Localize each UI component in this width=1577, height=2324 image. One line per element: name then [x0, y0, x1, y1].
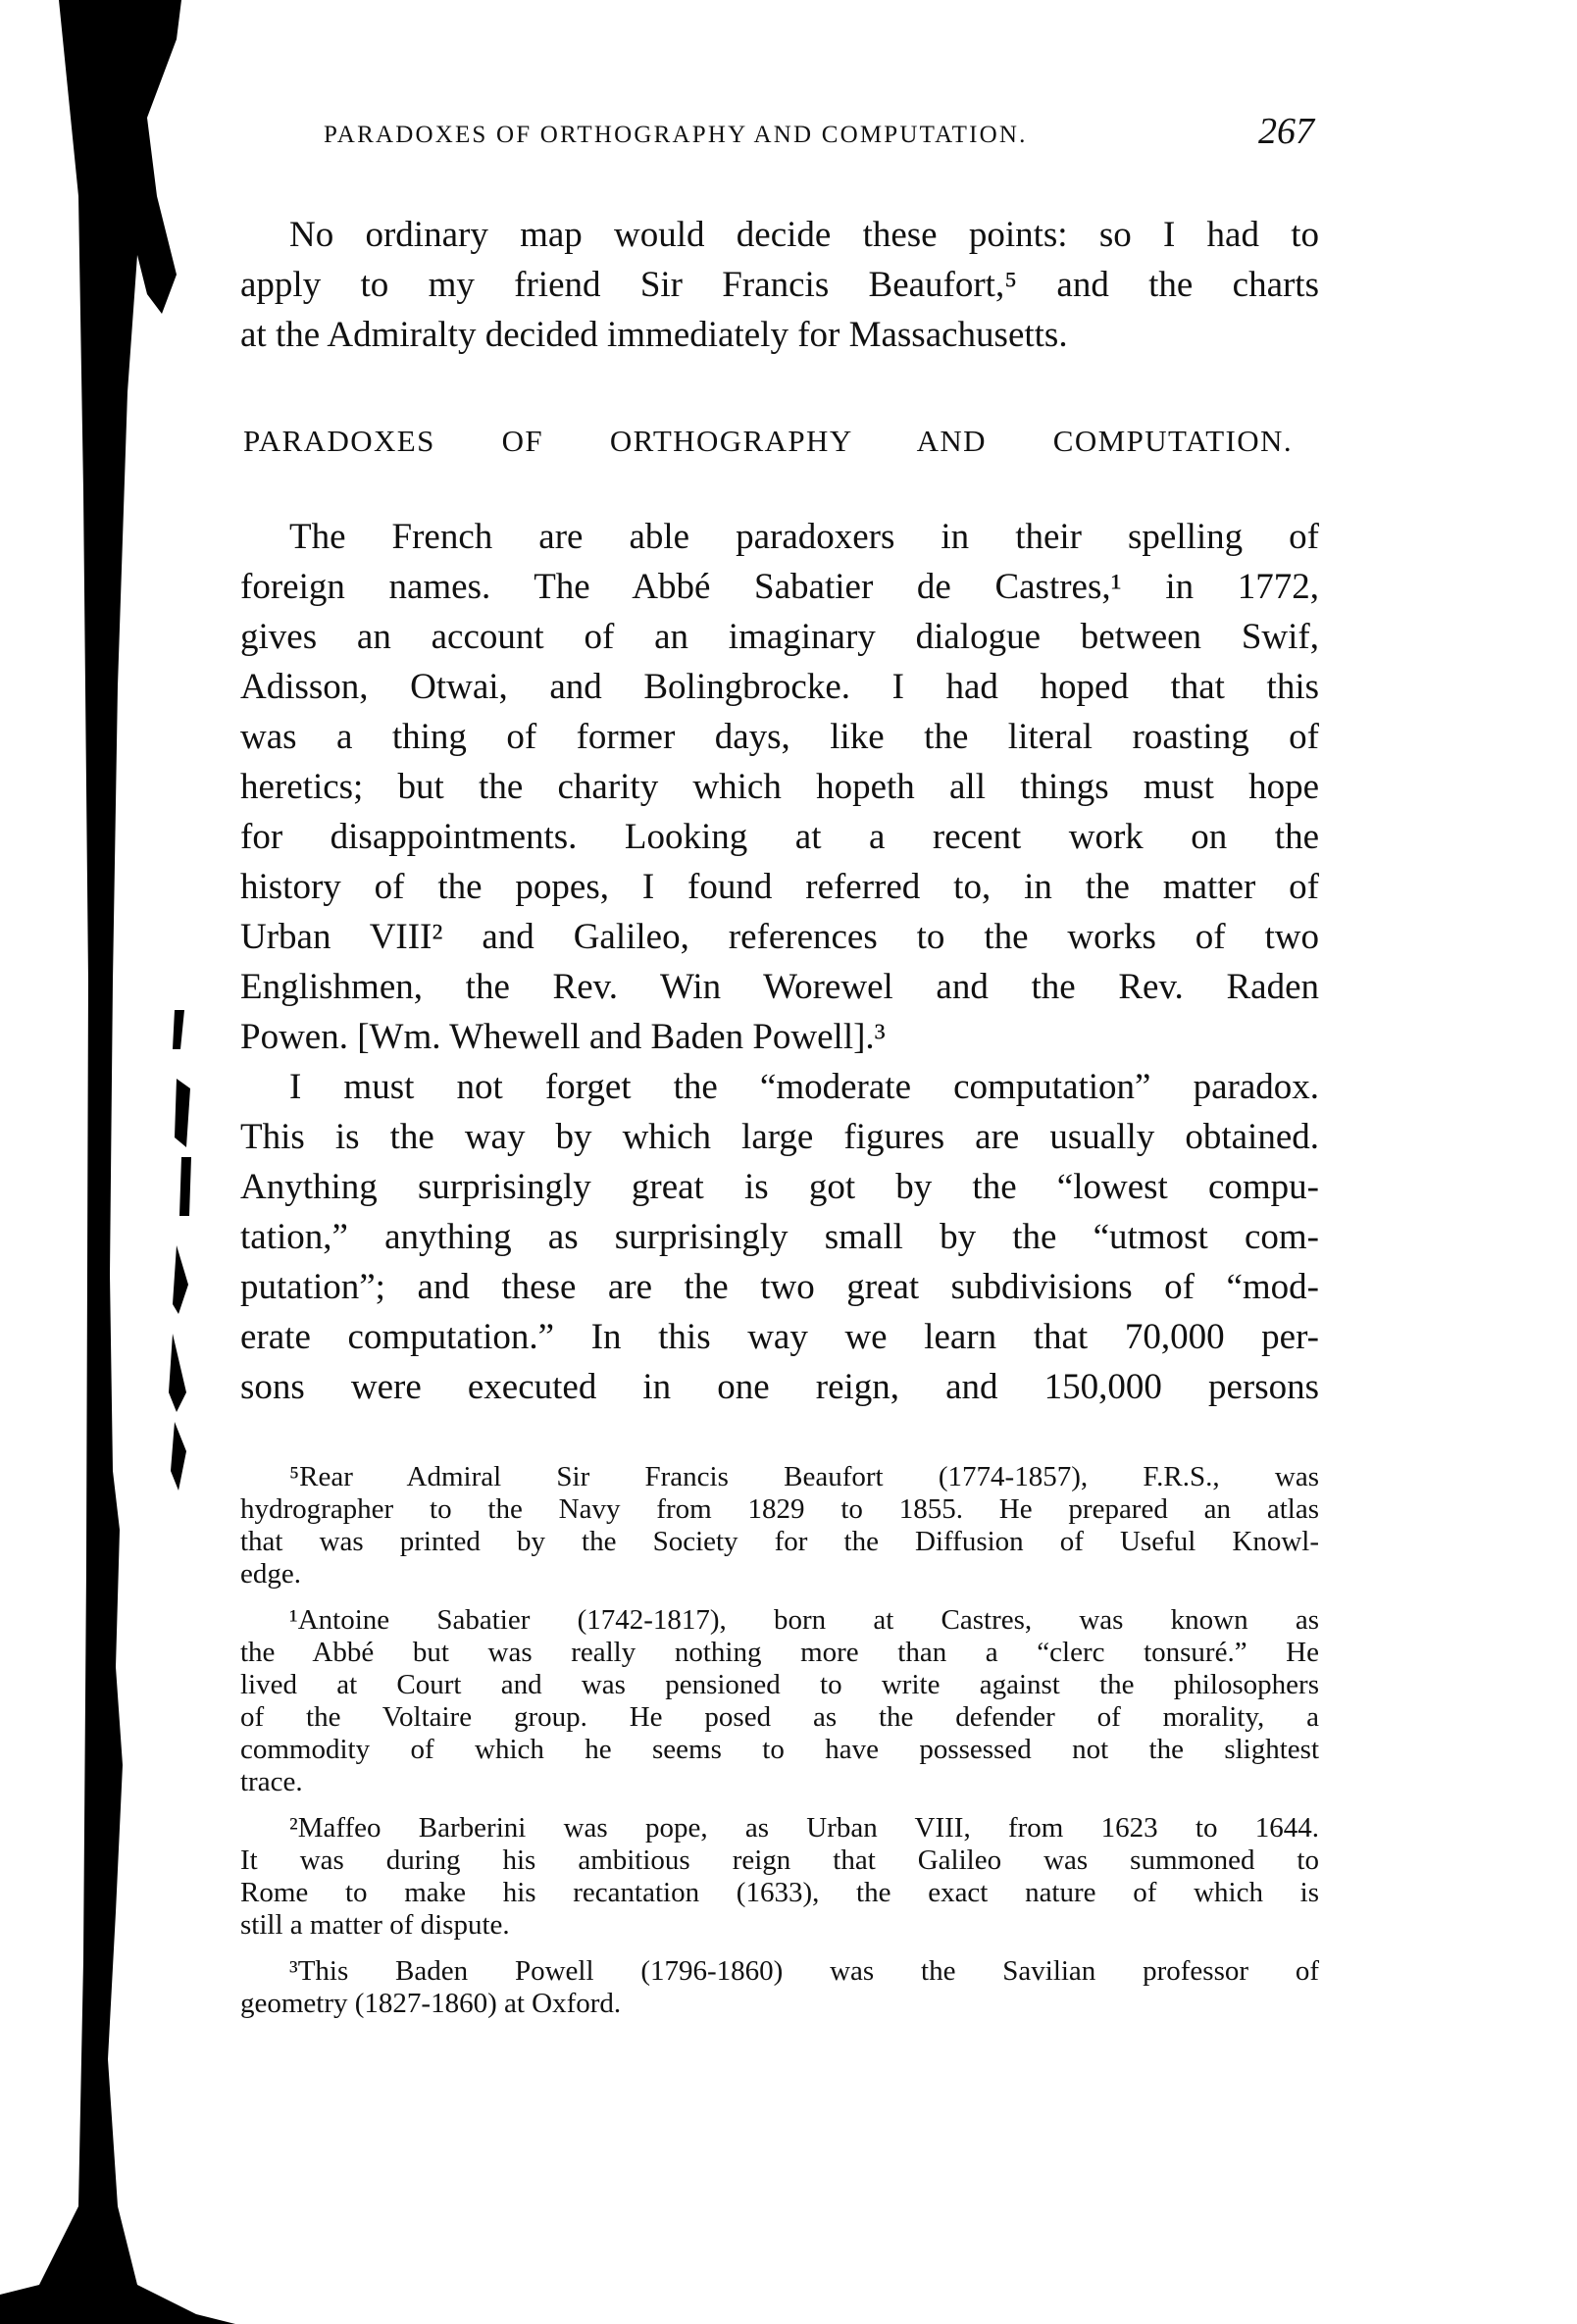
text-line: history of the popes, I found referred to, in the matter of [240, 867, 1319, 907]
footnote-line: geometry (1827-1860) at Oxford. [240, 1988, 622, 2019]
text-line: gives an account of an imaginary dialogue between Swif, [240, 617, 1319, 657]
text-line: sons were executed in one reign, and 150,000 persons [240, 1367, 1319, 1407]
footnote-line: the Abbé but was really nothing more than a “clerc tonsuré.” He [240, 1637, 1319, 1668]
text-line: apply to my friend Sir Francis Beaufort,⁵ and the charts [240, 265, 1319, 305]
footnote-line: still a matter of dispute. [240, 1909, 510, 1941]
footnotes [240, 1461, 1319, 2020]
running-title: PARADOXES OF ORTHOGRAPHY AND COMPUTATION. [324, 122, 1028, 148]
footnote-line: commodity of which he seems to have possessed not the slightest [240, 1734, 1319, 1765]
footnote-3 [240, 1955, 1319, 2020]
text-line: at the Admiralty decided immediately for Massachusetts. [240, 315, 1068, 355]
page-number: 267 [1258, 111, 1314, 152]
footnote-line: Rome to make his recantation (1633), the exact nature of which is [240, 1877, 1319, 1908]
text-line: heretics; but the charity which hopeth all things must hope [240, 767, 1319, 807]
text-line: was a thing of former days, like the literal roasting of [240, 717, 1319, 757]
paragraph-3 [240, 1062, 1319, 1412]
text-line: No ordinary map would decide these points: so I had to [289, 215, 1319, 255]
scan-binding-shadow [0, 0, 255, 2324]
text-line: Adisson, Otwai, and Bolingbrocke. I had hoped that this [240, 667, 1319, 707]
text-line: tation,” anything as surprisingly small by the “utmost com- [240, 1217, 1319, 1257]
footnote-line: ²Maffeo Barberini was pope, as Urban VIII, from 1623 to 1644. [289, 1812, 1319, 1844]
running-header [324, 110, 1314, 159]
text-line: Anything surprisingly great is got by the “lowest compu- [240, 1167, 1319, 1207]
footnote-line: ³This Baden Powell (1796-1860) was the Savilian professor of [289, 1955, 1319, 1987]
footnote-line: hydrographer to the Navy from 1829 to 1855. He prepared an atlas [240, 1493, 1319, 1525]
footnote-line: ⁵Rear Admiral Sir Francis Beaufort (1774-1857), F.R.S., was [289, 1461, 1319, 1492]
footnote-line: lived at Court and was pensioned to write against the philosophers [240, 1669, 1319, 1700]
footnote-line: edge. [240, 1558, 301, 1590]
footnote-line: It was during his ambitious reign that Galileo was summoned to [240, 1844, 1319, 1876]
text-line: foreign names. The Abbé Sabatier de Castres,¹ in 1772, [240, 567, 1319, 607]
paragraph-2 [240, 512, 1319, 1062]
text-line: erate computation.” In this way we learn that 70,000 per- [240, 1317, 1319, 1357]
footnote-line: that was printed by the Society for the Diffusion of Useful Knowl- [240, 1526, 1319, 1557]
text-line: I must not forget the “moderate computation” paradox. [289, 1067, 1319, 1107]
section-heading: PARADOXES OF ORTHOGRAPHY AND COMPUTATION. [243, 424, 1293, 458]
footnote-2 [240, 1812, 1319, 1942]
text-line: Urban VIII² and Galileo, references to the works of two [240, 917, 1319, 957]
footnote-5 [240, 1461, 1319, 1591]
footnote-line: of the Voltaire group. He posed as the defender of morality, a [240, 1701, 1319, 1733]
text-line: Powen. [Wm. Whewell and Baden Powell].³ [240, 1017, 886, 1057]
text-line: Englishmen, the Rev. Win Worewel and the Rev. Raden [240, 967, 1319, 1007]
text-line: This is the way by which large figures are usually obtained. [240, 1117, 1319, 1157]
footnote-line: ¹Antoine Sabatier (1742-1817), born at Castres, was known as [289, 1604, 1319, 1636]
footnote-1 [240, 1604, 1319, 1798]
text-line: The French are able paradoxers in their spelling of [289, 517, 1319, 557]
paragraph-1 [240, 210, 1319, 360]
text-line: for disappointments. Looking at a recent work on the [240, 817, 1319, 857]
text-line: putation”; and these are the two great subdivisions of “mod- [240, 1267, 1319, 1307]
footnote-line: trace. [240, 1766, 303, 1797]
